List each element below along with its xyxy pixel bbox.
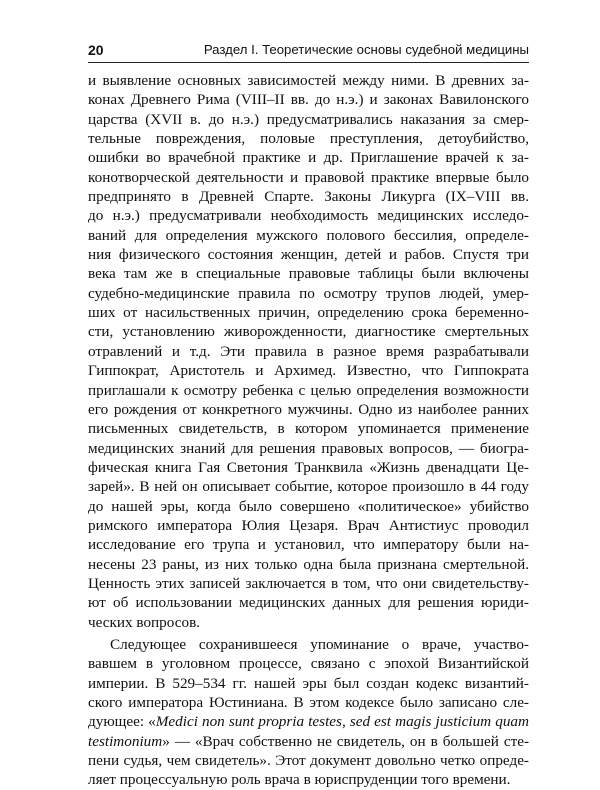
text-segment: несены 23 раны, из них только одна была признана смертельной. [88,555,529,573]
text-line [88,168,529,187]
text-line [88,516,529,535]
text-line [88,187,529,206]
text-line [88,613,529,632]
text-segment: приглашали к осмотру ребенка с целью определения возможности [88,381,529,399]
text-line [88,535,529,554]
text-segment: Следующее сохранившееся упоминание о враче, участво- [110,635,529,653]
text-segment: дующее: « [88,713,156,731]
body-text [88,71,529,790]
text-segment: ния физического состояния женщин, детей и рабов. Спустя три [88,246,529,264]
text-line [88,303,529,322]
text-segment: ческих вопросов. [88,613,201,631]
text-line [88,654,529,673]
text-line [88,419,529,438]
text-segment: ших от насильственных причин, определению срока беременно- [88,304,529,322]
text-segment: и выявление основных зависимостей между ними. В древних за- [88,72,529,89]
italic-text: Medici non sunt propria testes, sed est magis justicium quam [155,713,529,731]
paragraph [88,635,529,790]
text-segment: вавшем в уголовном процессе, связано с эпохой Византийской [88,655,529,673]
text-line [88,71,529,90]
text-line [88,381,529,400]
text-line [88,245,529,264]
text-line [88,400,529,419]
text-segment: его рождения от конкретного мужчины. Одно из наиболее ранних [88,400,529,418]
text-line [88,574,529,593]
text-line [88,458,529,477]
text-line [88,206,529,225]
text-segment: письменных свидетельств, в котором упоминается применение [88,420,529,438]
text-segment: тельные повреждения, половые преступления, детоубийство, [88,130,529,148]
running-header [88,40,529,60]
text-line [88,477,529,496]
text-segment: Ценность этих записей заключается в том, что они свидетельству- [88,574,529,592]
text-segment: сти, установлению живорожденности, диагностике смертельных [88,323,529,341]
text-line [88,751,529,770]
text-line [88,264,529,283]
text-segment: империи. В 529–534 гг. нашей эры был создан кодекс византий- [88,674,529,692]
text-segment: ляет процессуальную роль врача в юриспруденции того времени. [88,771,511,789]
text-line [88,732,529,751]
text-segment: конах Древнего Рима (VIII–II вв. до н.э.) и законах Вавилонского [88,91,529,109]
text-segment: зарей». В ней он описывает событие, которое произошло в 44 году [88,478,529,496]
text-segment: ваний для определения мужского полового бессилия, определе- [88,226,529,244]
text-line [88,497,529,516]
text-line [88,284,529,303]
text-line [88,693,529,712]
text-line [88,635,529,654]
text-line [88,148,529,167]
section-title: Раздел I. Теоретические основы судебной медицины [203,42,529,57]
text-line [88,712,529,731]
text-segment: царства (XVII в. до н.э.) предусматривались наказания за смер- [88,110,529,128]
text-line [88,90,529,109]
text-segment: медицинских знаний для решения правовых вопросов, — биогра- [88,439,529,457]
text-segment: предпринято в Древней Спарте. Законы Ликурга (IX–VIII вв. [88,188,529,206]
text-line [88,555,529,574]
text-line [88,674,529,693]
paragraph [88,71,529,632]
text-line [88,226,529,245]
text-segment: исследование его трупа и установил, что императору были на- [88,536,529,554]
text-segment: конотворческой деятельности и правовой практике впервые было [88,168,529,186]
text-line [88,770,529,789]
text-line [88,110,529,129]
text-segment: ошибки во врачебной практике и др. Приглашение врачей к за- [88,149,529,167]
text-segment: римского императора Юлия Цезаря. Врач Антистиус проводил [88,516,529,534]
text-segment: ского императора Юстиниана. В этом кодексе было записано сле- [88,694,529,711]
text-line [88,593,529,612]
text-line [88,439,529,458]
text-line [88,342,529,361]
text-segment: » — «Врач собственно не свидетель, он в большей сте- [162,732,529,750]
text-segment: до н.э.) предусматривали необходимость медицинских исследо- [88,207,529,225]
text-line [88,361,529,380]
text-line [88,322,529,341]
text-segment: пени судья, чем свидетель». Этот документ довольно четко опреде- [88,752,529,770]
page-number: 20 [88,42,104,58]
text-segment: фическая книга Гая Светония Транквила «Жизнь двенадцати Це- [88,458,529,476]
text-segment: Гиппократ, Аристотель и Архимед. Известно, что Гиппократа [88,362,529,380]
text-line [88,129,529,148]
text-segment: отравлений и т.д. Эти правила в разное время разрабатывали [88,342,529,360]
text-segment: века там же в специальные правовые таблицы были включены [88,265,529,283]
italic-text: testimonium [88,732,163,750]
text-segment: ют об использовании медицинских данных для решения юриди- [88,594,529,612]
text-segment: до нашей эры, когда было совершено «политическое» убийство [88,497,529,515]
text-segment: судебно-медицинские правила по осмотру трупов людей, умер- [88,284,529,302]
header-rule [88,62,529,63]
